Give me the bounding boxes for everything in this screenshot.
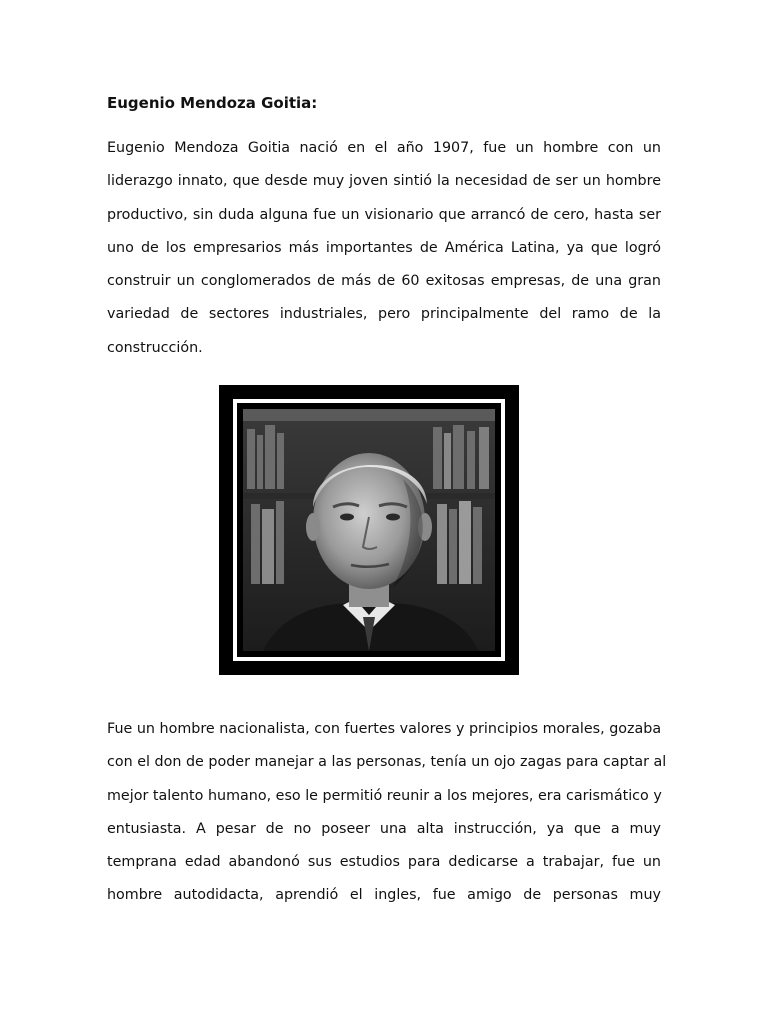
text-line: mejor talento humano, eso le permitió reunir a los mejores, era carismático y [107, 787, 662, 804]
text-line: con el don de poder manejar a las personas, tenía un ojo zagas para captar al [107, 754, 667, 771]
paragraph-biography-intro [107, 132, 661, 365]
paragraph-biography-character [107, 713, 667, 913]
portrait-photo [243, 409, 495, 651]
text-line: productivo, sin duda alguna fue un visionario que arrancó de cero, hasta ser [107, 206, 661, 223]
text-line: temprana edad abandonó sus estudios para dedicarse a trabajar, fue un [107, 854, 661, 871]
text-line: hombre autodidacta, aprendió el ingles, fue amigo de personas muy [107, 887, 661, 904]
text-line: uno de los empresarios más importantes de América Latina, ya que logró [107, 239, 661, 256]
text-line: entusiasta. A pesar de no poseer una alta instrucción, ya que a muy [107, 820, 661, 837]
portrait-photo-border [233, 399, 505, 661]
text-line: variedad de sectores industriales, pero principalmente del ramo de la [107, 306, 661, 323]
text-line: Eugenio Mendoza Goitia nació en el año 1907, fue un hombre con un [107, 140, 661, 156]
text-line: Fue un hombre nacionalista, con fuertes valores y principios morales, gozaba [107, 721, 662, 737]
text-line: construcción. [107, 339, 203, 356]
portrait-photo-frame [219, 385, 519, 675]
text-line: liderazgo innato, que desde muy joven sintió la necesidad de ser un hombre [107, 173, 661, 190]
document-heading: Eugenio Mendoza Goitia: [107, 94, 318, 112]
text-line: construir un conglomerados de más de 60 exitosas empresas, de una gran [107, 273, 661, 290]
